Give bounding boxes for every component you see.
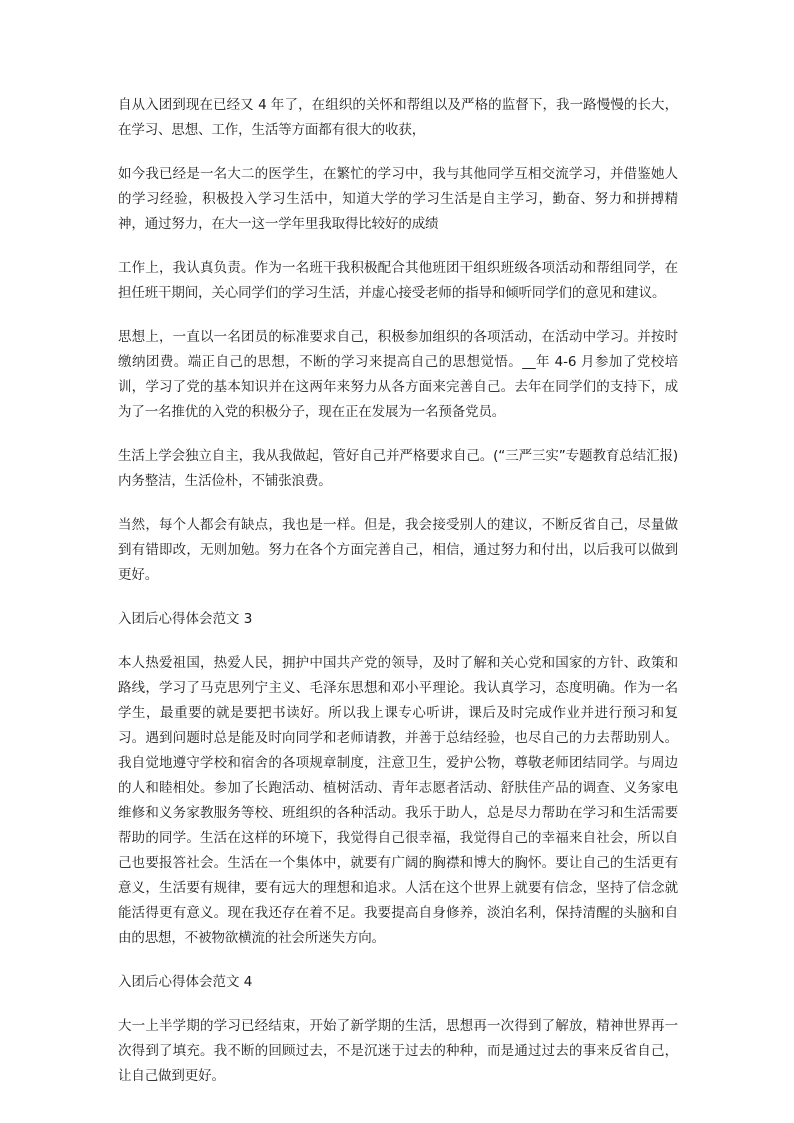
paragraph-study: 如今我已经是一名大二的医学生，在繁忙的学习中，我与其他同学互相交流学习，并借鉴她人的学习经验，积极投入学习生活中，知道大学的学习生活是自主学习，勤奋、努力和拼搏精神，通过努力，在大一这一学年里我取得比较好的成绩 — [118, 166, 678, 232]
paragraph-work: 工作上，我认真负责。作为一名班干我积极配合其他班团干组织班级各项活动和帮组同学，在担任班干期间，关心同学们的学习生活，并虚心接受老师的指导和倾听同学们的意见和建议。 — [118, 260, 678, 301]
paragraph-intro: 自从入团到现在已经又 4 年了，在组织的关怀和帮组以及严格的监督下，我一路慢慢的长大，在学习、思想、工作，生活等方面都有很大的收获， — [118, 97, 678, 138]
section-heading-4: 入团后心得体会范文 4 — [118, 974, 253, 990]
document-page — [118, 93, 678, 1108]
paragraph-thought: 思想上，一直以一名团员的标准要求自己，积极参加组织的各项活动，在活动中学习。并按时缴纳团费。端正自己的思想，不断的学习来提高自己的思想觉悟。__年 4-6 月参加了党校培训，学习了党的基本知识并在这两年来努力从各方面来完善自己。去年在同学们的支持下，成为了一名推优的入党的积极分子，现在正在发展为一名预备党员。 — [118, 329, 678, 420]
section-heading-3: 入团后心得体会范文 3 — [118, 611, 253, 627]
paragraph-sample-3: 本人热爱祖国，热爱人民，拥护中国共产党的领导，及时了解和关心党和国家的方针、政策和路线，学习了马克思列宁主义、毛泽东思想和邓小平理论。我认真学习，态度明确。作为一名学生，最重要的就是要把书读好。所以我上课专心听讲，课后及时完成作业并进行预习和复习。遇到问题时总是能及时向同学和老师请教，并善于总结经验，也尽自己的力去帮助别人。我自觉地遵守学校和宿舍的各项规章制度，注意卫生，爱护公物，尊敬老师团结同学。与周边的人和睦相处。参加了长跑活动、植树活动、青年志愿者活动、舒肤佳产品的调查、义务家电维修和义务家教服务等校、班组织的各种活动。我乐于助人，总是尽力帮助在学习和生活需要帮助的同学。生活在这样的环境下，我觉得自己很幸福，我觉得自己的幸福来自社会，所以自己也要报答社会。生活在一个集体中，就要有广阔的胸襟和博大的胸怀。要让自己的生活更有意义，生活要有规律，要有远大的理想和追求。人活在这个世界上就要有信念，坚持了信念就能活得更有意义。现在我还存在着不足。我要提高自身修养，淡泊名利，保持清醒的头脑和自由的思想，不被物欲横流的社会所迷失方向。 — [118, 655, 678, 946]
paragraph-conclusion: 当然，每个人都会有缺点，我也是一样。但是，我会接受别人的建议，不断反省自己，尽量做到有错即改，无则加勉。努力在各个方面完善自己，相信，通过努力和付出，以后我可以做到更好。 — [118, 517, 678, 583]
paragraph-life: 生活上学会独立自主，我从我做起，管好自己并严格要求自己。(“三严三实”专题教育总结汇报)内务整洁，生活俭朴，不铺张浪费。 — [118, 448, 678, 489]
paragraph-sample-4: 大一上半学期的学习已经结束，开始了新学期的生活，思想再一次得到了解放，精神世界再一次得到了填充。我不断的回顾过去，不是沉迷于过去的种种，而是通过过去的事来反省自己，让自己做到更好。 — [118, 1018, 678, 1084]
